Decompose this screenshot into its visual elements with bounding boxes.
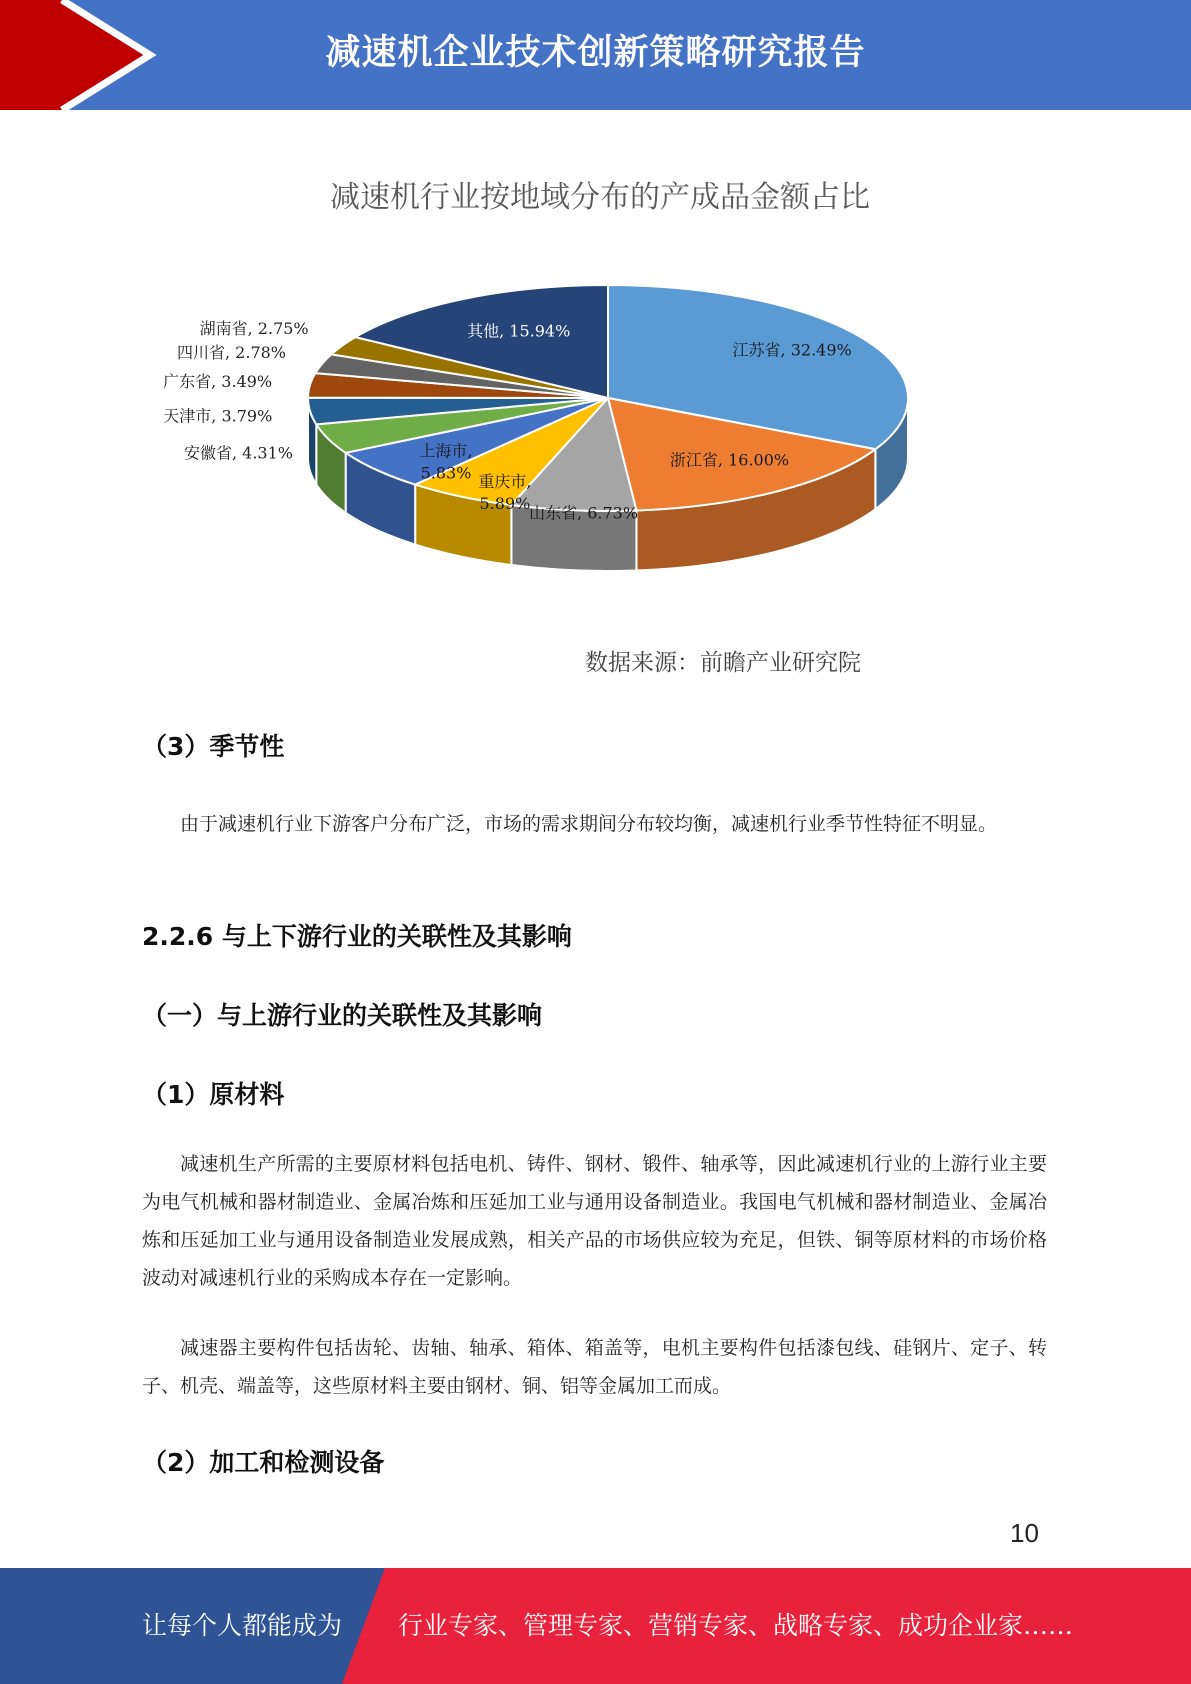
pie-label-四川省: 四川省, 2.78% — [177, 343, 287, 363]
footer-slogan-left: 让每个人都能成为 — [142, 1611, 343, 1640]
page-number: 10 — [1010, 1518, 1039, 1548]
pie-label-其他: 其他, 15.94% — [467, 321, 571, 341]
section-heading-raw-materials: （1）原材料 — [142, 1080, 285, 1109]
pie-label-广东省: 广东省, 3.49% — [163, 372, 273, 392]
pie-label-value-重庆市: 5.89% — [479, 493, 531, 513]
footer-slogan-right: 行业专家、管理专家、营销专家、战略专家、成功企业家…… — [398, 1611, 1074, 1640]
pie-label-value-上海市: 5.83% — [420, 463, 472, 483]
pie-label-江苏省: 江苏省, 32.49% — [732, 340, 852, 360]
pie-label-浙江省: 浙江省, 16.00% — [669, 450, 790, 470]
chart-source: 数据来源：前瞻产业研究院 — [585, 650, 861, 676]
pie-label-重庆市: 重庆市, — [478, 471, 532, 491]
section-heading-seasonality: （3）季节性 — [142, 732, 285, 761]
paragraph-seasonality: 由于减速机行业下游客户分布广泛，市场的需求期间分布较均衡，减速机行业季节性特征不明显。 — [180, 813, 998, 835]
page-header — [0, 0, 1191, 110]
report-title: 减速机企业技术创新策略研究报告 — [325, 33, 866, 73]
section-heading-equipment: （2）加工和检测设备 — [142, 1448, 385, 1477]
section-heading-2-2-6: 2.2.6 与上下游行业的关联性及其影响 — [142, 922, 572, 951]
pie-label-安徽省: 安徽省, 4.31% — [183, 443, 293, 463]
chart-title: 减速机行业按地域分布的产成品金额占比 — [330, 180, 870, 215]
paragraph-raw-materials: 减速机生产所需的主要原材料包括电机、铸件、钢材、锻件、轴承等，因此减速机行业的上游行业主要为电气机械和器材制造业、金属冶炼和压延加工业与通用设备制造业。我国电气机械和器材制造业、金属冶炼和压延加工业与通用设备制造业发展成熟，相关产品的市场供应较为充足，但铁、铜等原材料的市场价格波动对减速机行业的采购成本存在一定影响。 — [142, 1153, 1047, 1289]
pie-chart — [130, 160, 1070, 680]
page-footer — [0, 1568, 1191, 1684]
pie-label-天津市: 天津市, 3.79% — [163, 406, 273, 426]
paragraph-components: 减速器主要构件包括齿轮、齿轴、轴承、箱体、箱盖等，电机主要构件包括漆包线、硅钢片、定子、转子、机壳、端盖等，这些原材料主要由钢材、铜、铝等金属加工而成。 — [142, 1337, 1047, 1397]
pie-label-山东省: 山东省, 6.73% — [529, 503, 639, 523]
section-heading-upstream: （一）与上游行业的关联性及其影响 — [142, 1001, 543, 1030]
pie-label-上海市: 上海市, — [419, 441, 473, 461]
pie-label-湖南省: 湖南省, 2.75% — [199, 318, 309, 338]
